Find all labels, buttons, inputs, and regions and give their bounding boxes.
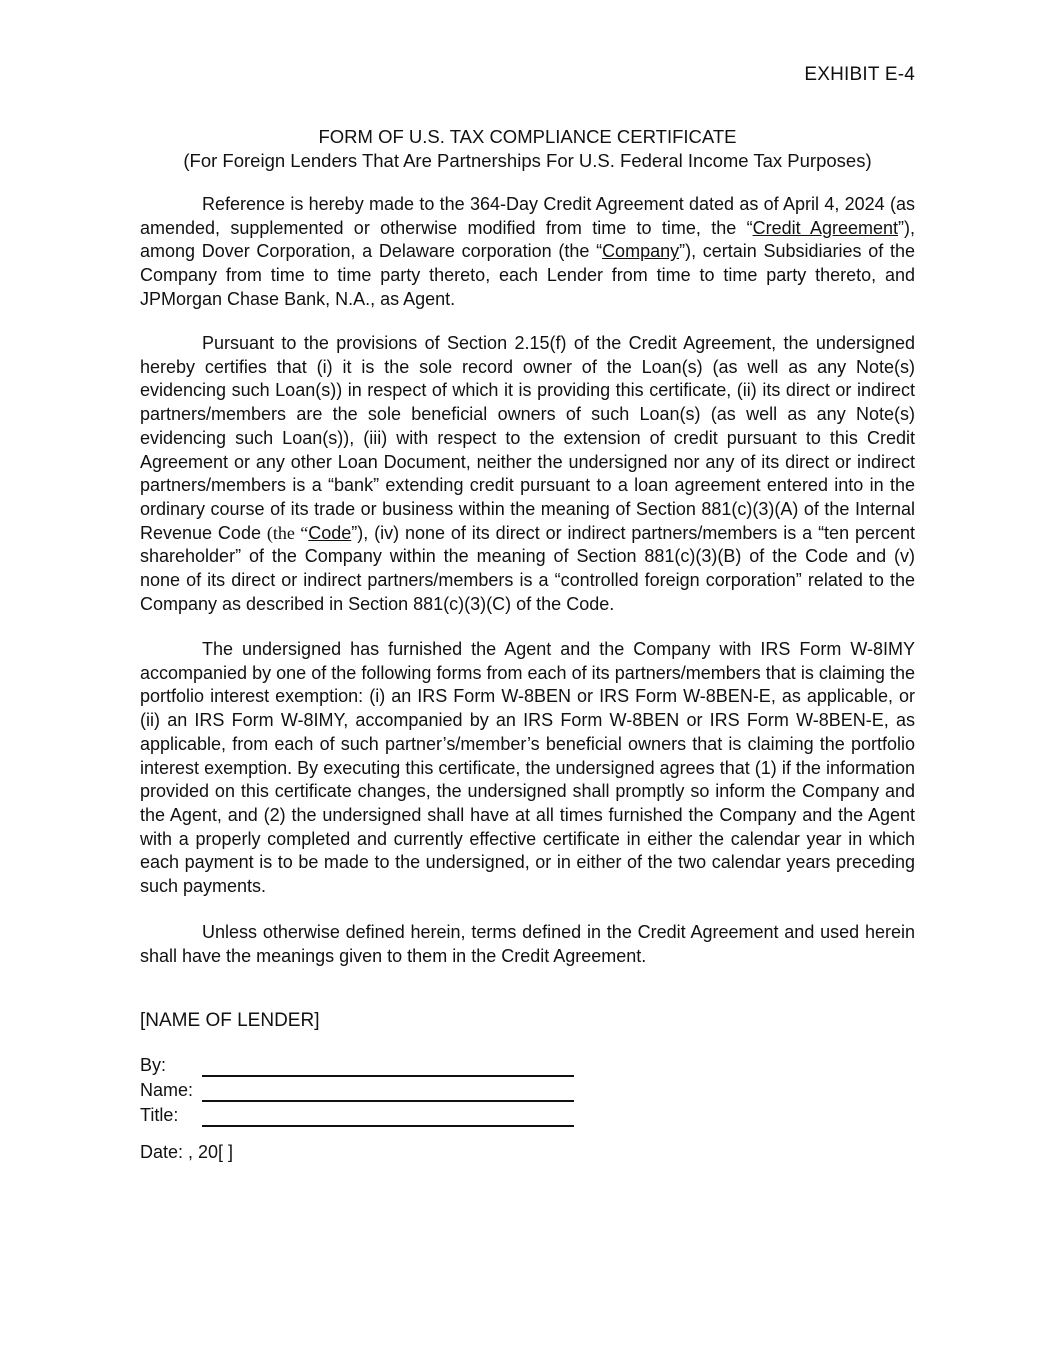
name-signature-line: [202, 1100, 574, 1102]
title-line-1: FORM OF U.S. TAX COMPLIANCE CERTIFICATE: [318, 126, 737, 147]
signature-title-row: [140, 1105, 580, 1129]
signature-name-row: [140, 1080, 580, 1104]
signature-by-row: [140, 1055, 580, 1079]
defined-term-company: Company: [602, 241, 680, 262]
p1-text-c: ”), certain Subsidiaries of the Company from time to time party thereto, each Lender from time to time party thereto, and JPMorgan Chase Bank, N.A., as Agent.: [140, 241, 915, 309]
definitions-paragraph: Unless otherwise defined herein, terms defined in the Credit Agreement and used herein shall have the meanings given to them in the Credit Agreement.: [140, 922, 915, 966]
title-signature-line: [202, 1125, 574, 1127]
name-label: Name:: [140, 1080, 194, 1100]
exhibit-label: EXHIBIT E-4: [804, 64, 915, 85]
title-line-2: (For Foreign Lenders That Are Partnerships For U.S. Federal Income Tax Purposes): [183, 150, 872, 171]
reference-paragraph: [140, 193, 915, 312]
p2-text-b: (the “: [266, 522, 309, 543]
p2-text-c: ”), (iv) none of its direct or indirect partners/members is a “ten percent shareholder” of the Company within the meaning of Section 881(c)(3)(B) of the Code and (v) none of its direct or indirect partners/members is a “controlled foreign corporation” related to the Company as described in Section 881(c)(3)(C) of the Code.: [140, 522, 916, 614]
p1-text-a: Reference is hereby made to the 364-Day Credit Agreement dated as of April 4, 2024 (as amended, supplemented or otherwise modified from time to time, the “: [140, 194, 915, 238]
defined-term-code: Code: [308, 522, 352, 543]
certification-paragraph: [140, 332, 915, 616]
by-signature-line: [202, 1075, 574, 1077]
defined-term-credit-agreement: Credit Agreement: [752, 217, 898, 238]
date-line: Date: , 20[ ]: [140, 1142, 234, 1162]
p2-text-a: Pursuant to the provisions of Section 2.15(f) of the Credit Agreement, the undersigned hereby certifies that (i) it is the sole record owner of the Loan(s) (as well as any Note(s) evidencing such Loan(s)) in respect of which it is providing this certificate, (ii) its direct or indirect partners/members are the sole beneficial owners of such Loan(s) (as well as any Note(s) evidencing such Loan(s)), (iii) with respect to the extension of credit pursuant to this Credit Agreement or any other Loan Document, neither the undersigned nor any of its direct or indirect partners/members is a “bank” extending credit pursuant to a loan agreement entered into in the ordinary course of its trade or business within the meaning of Section 881(c)(3)(A) of the Internal Revenue Code: [140, 333, 915, 543]
by-label: By:: [140, 1055, 167, 1075]
title-label: Title:: [140, 1105, 179, 1125]
document-title: [140, 125, 915, 173]
p1-text-b: ”), among Dover Corporation, a Delaware corporation (the “: [140, 217, 915, 262]
lender-name-placeholder: [NAME OF LENDER]: [140, 1010, 320, 1031]
forms-paragraph: The undersigned has furnished the Agent and the Company with IRS Form W-8IMY accompanied by one of the following forms from each of its partners/members that is claiming the portfolio interest exemption: (i) an IRS Form W-8BEN or IRS Form W-8BEN-E, as applicable, or (ii) an IRS Form W-8IMY, accompanied by an IRS Form W-8BEN or IRS Form W-8BEN-E, as applicable, from each of such partner’s/member’s beneficial owners that is claiming the portfolio interest exemption. By executing this certificate, the undersigned agrees that (1) if the information provided on this certificate changes, the undersigned shall promptly so inform the Company and the Agent, and (2) the undersigned shall have at all times furnished the Company and the Agent with a properly completed and currently effective certificate in either the calendar year in which each payment is to be made to the undersigned, or in either of the two calendar years preceding such payments.: [140, 639, 915, 897]
